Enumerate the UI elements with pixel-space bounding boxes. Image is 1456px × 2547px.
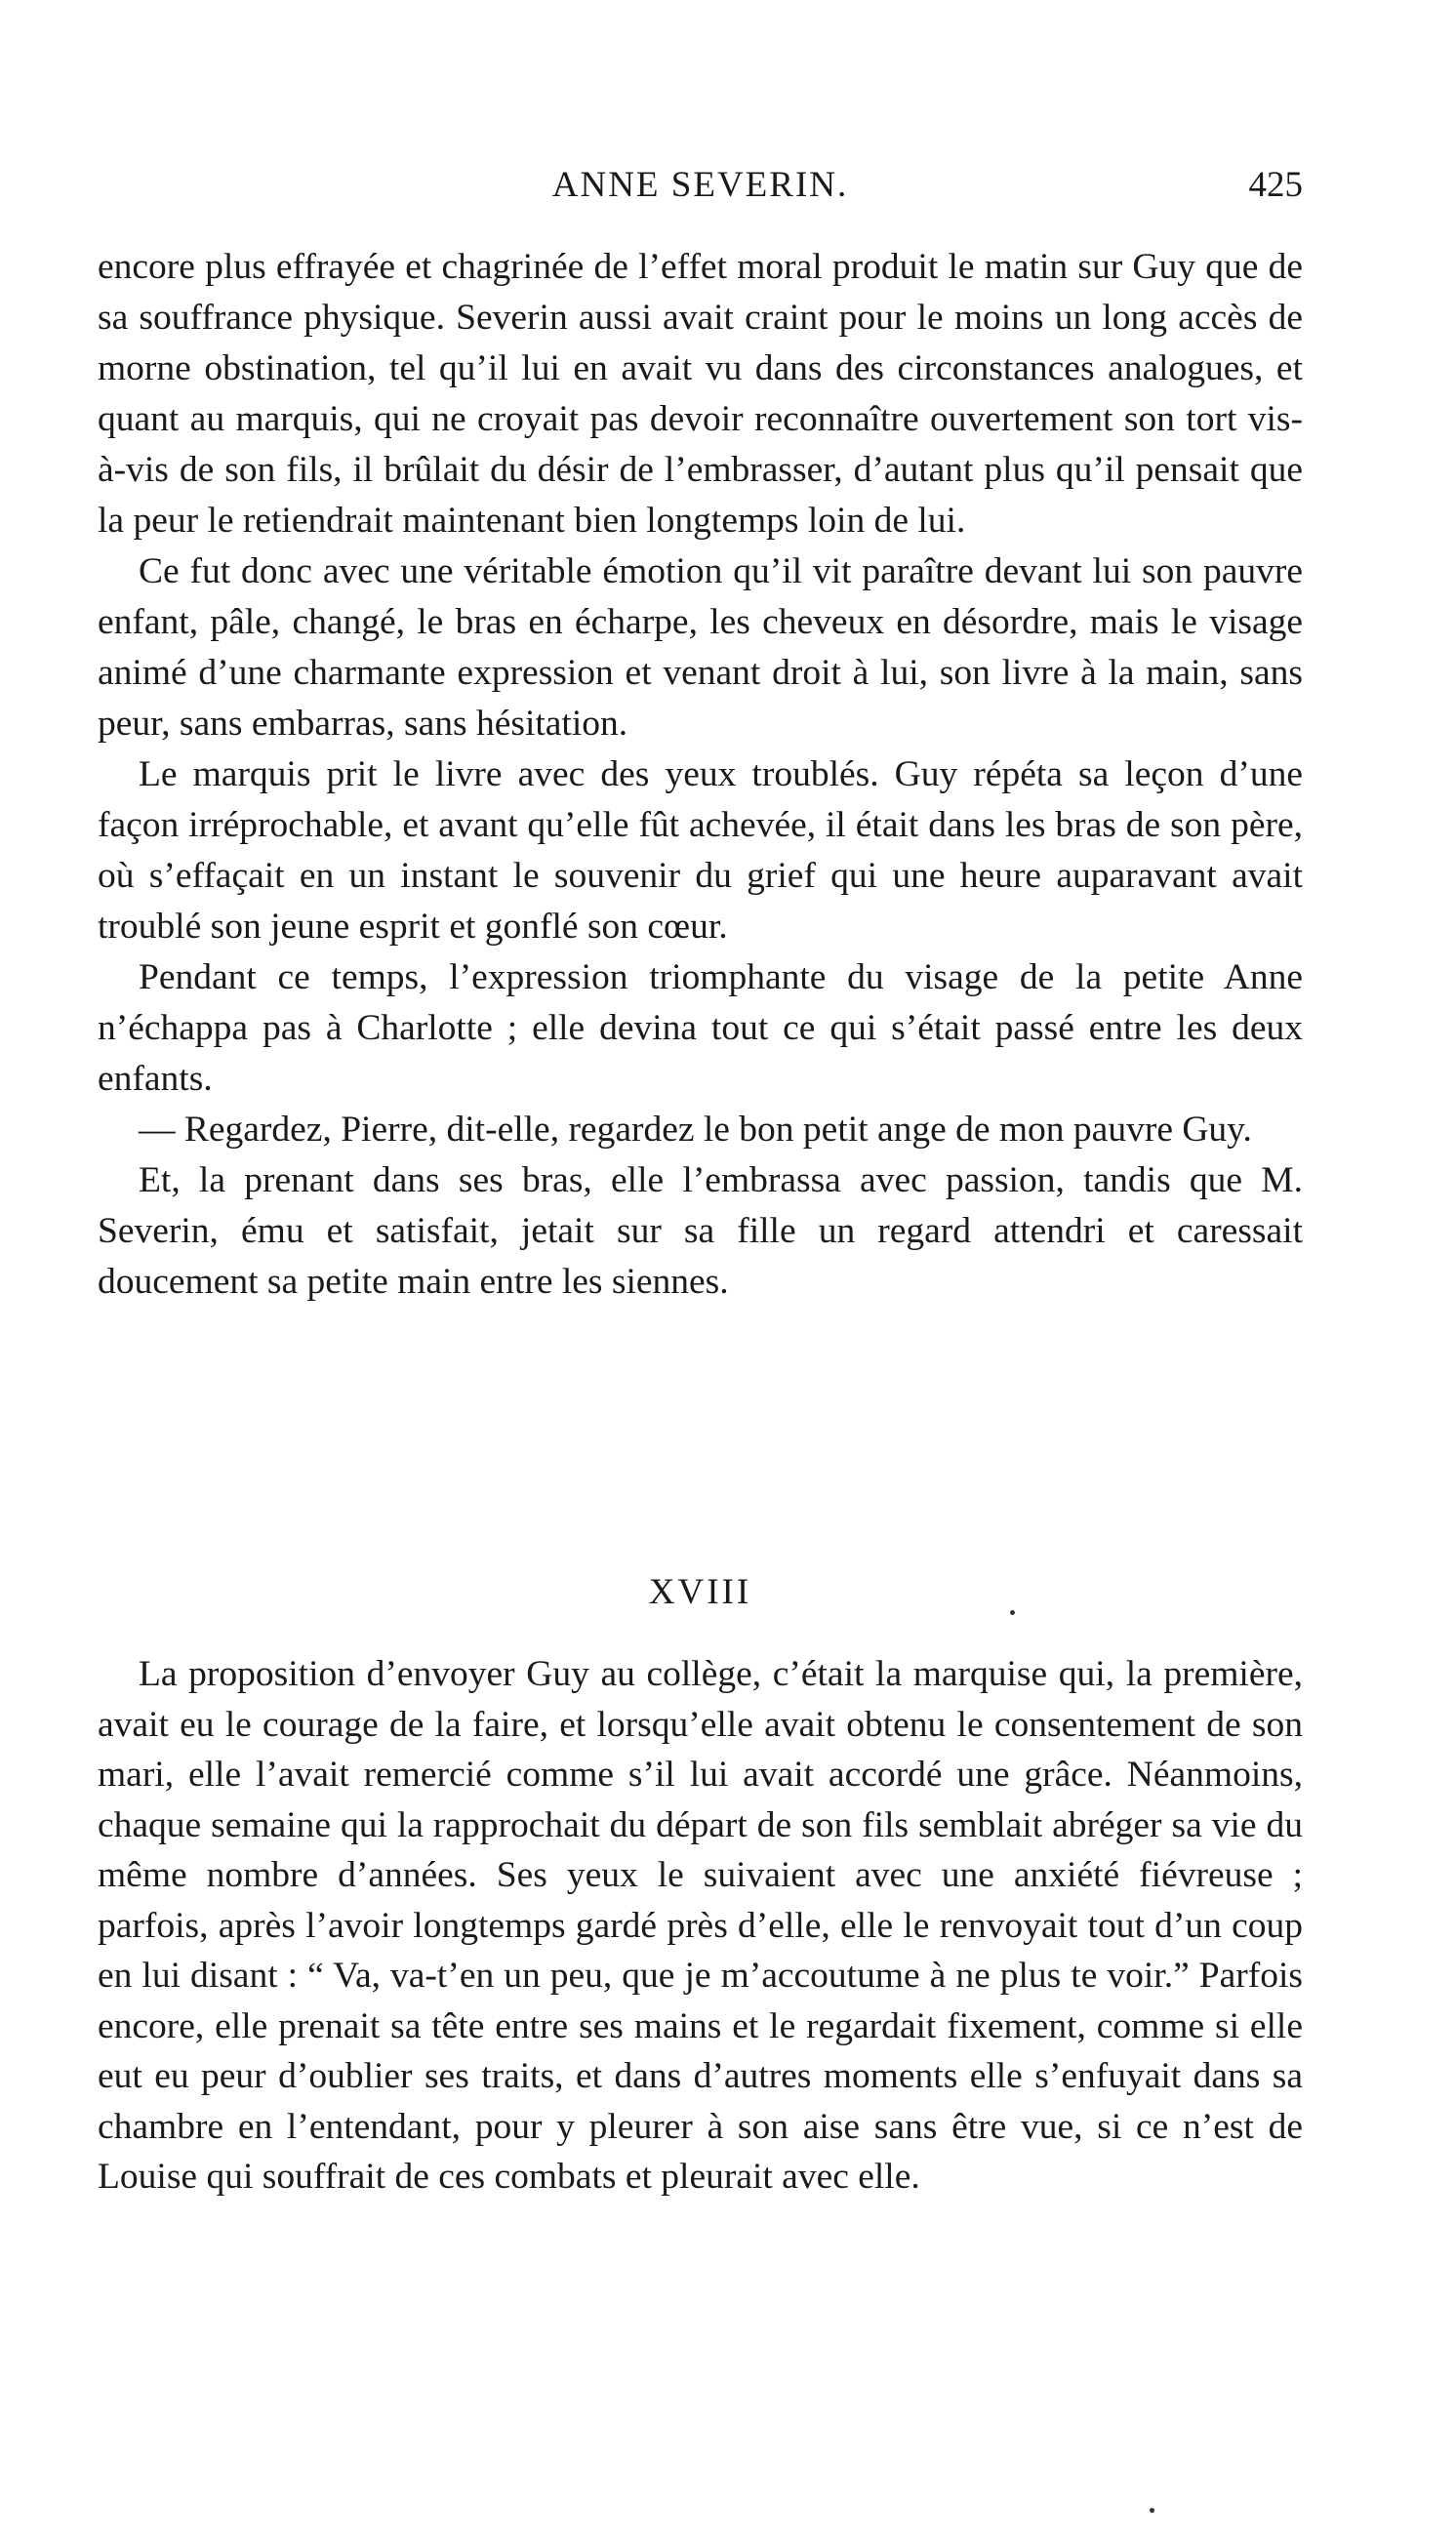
paragraph: — Regardez, Pierre, dit-elle, regardez le bon petit ange de mon pauvre Guy. [139, 1110, 1252, 1150]
print-speck [1150, 2508, 1154, 2513]
paragraph: encore plus effrayée et chagrinée de l’effet moral produit le matin sur Guy que de sa souffrance physique. Severin aussi avait craint pour le moins un long accès de morne obstination, tel qu’il lui en avait vu dans des circonstances analogues, et quant au marquis, qui ne croyait pas devoir reconnaître ouvertement son tort vis-à-vis de son fils, il brûlait du désir de l’embrasser, d’autant plus qu’il pensait que la peur le retiendrait maintenant bien longtemps loin de lui. [98, 247, 1303, 541]
paragraph: Le marquis prit le livre avec des yeux troublés. Guy répéta sa leçon d’une façon irréprochable, et avant qu’elle fût achevée, il était dans les bras de son père, où s’effaçait en un instant le souvenir du grief qui une heure auparavant avait troublé son jeune esprit et gonflé son cœur. [98, 754, 1303, 947]
paragraph: Ce fut donc avec une véritable émotion qu’il vit paraître devant lui son pauvre enfant, pâle, changé, le bras en écharpe, les cheveux en désordre, mais le visage animé d’une charmante expression et venant droit à lui, son livre à la main, sans peur, sans embarras, sans hésitation. [98, 551, 1303, 744]
page-header [98, 164, 1303, 213]
running-title: ANNE SEVERIN. [551, 165, 849, 205]
paragraph: Pendant ce temps, l’expression triomphante du visage de la petite Anne n’échappa pas à Charlotte ; elle devina tout ce qui s’était passé entre les deux enfants. [98, 957, 1303, 1099]
print-speck [1010, 1610, 1015, 1615]
page-number: 425 [1248, 165, 1303, 205]
paragraph: Et, la prenant dans ses bras, elle l’embrassa avec passion, tandis que M. Severin, ému et satisfait, jetait sur sa fille un regard attendri et caressait doucement sa petite main entre les siennes. [98, 1160, 1303, 1302]
chapter-heading: XVIII [648, 1572, 752, 1612]
body-text [98, 242, 1303, 1308]
chapter-text [98, 1649, 1303, 2203]
paragraph: La proposition d’envoyer Guy au collège, c’était la marquise qui, la première, avait eu le courage de la faire, et lorsqu’elle avait obtenu le consentement de son mari, elle l’avait remercié comme s’il lui avait accordé une grâce. Néanmoins, chaque semaine qui la rapprochait du départ de son fils semblait abréger sa vie du même nombre d’années. Ses yeux le suivaient avec une anxiété fiévreuse ; parfois, après l’avoir longtemps gardé près d’elle, elle le renvoyait tout d’un coup en lui disant : “ Va, va-t’en un peu, que je m’accoutume à ne plus te voir.” Parfois encore, elle prenait sa tête entre ses mains et le regardait fixement, comme si elle eut eu peur d’oublier ses traits, et dans d’autres moments elle s’enfuyait dans sa chambre en l’entendant, pour y pleurer à son aise sans être vue, si ce n’est de Louise qui souffrait de ces combats et pleurait avec elle. [98, 1654, 1303, 2197]
